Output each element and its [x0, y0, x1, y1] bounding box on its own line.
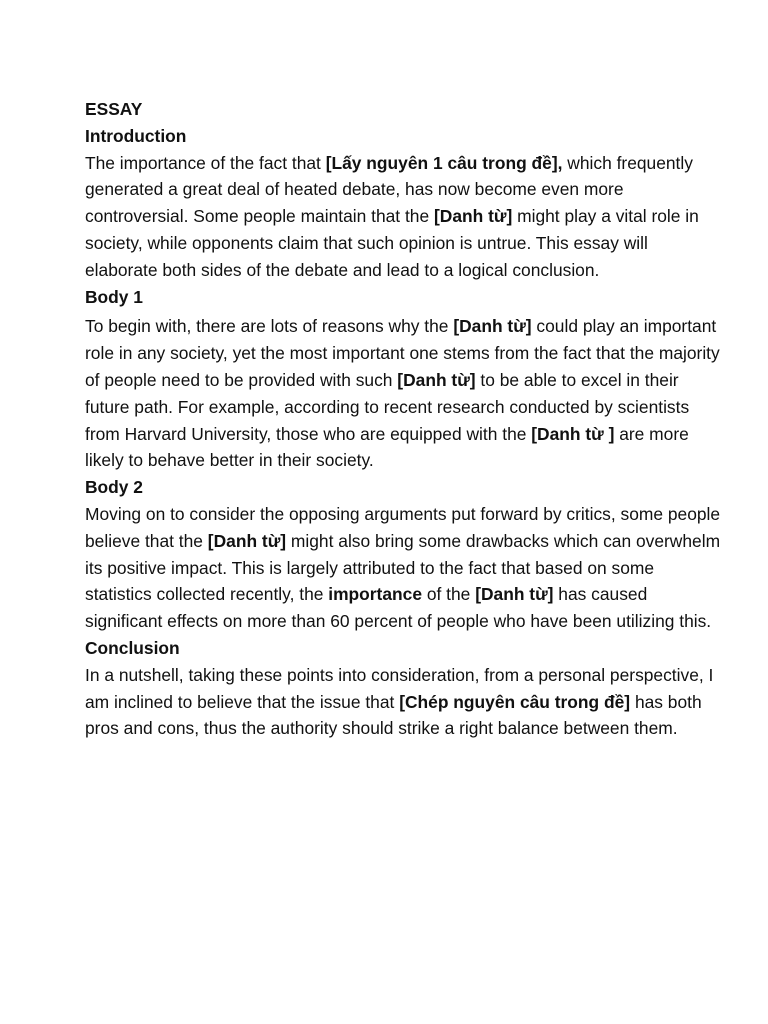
section-body-2	[85, 474, 725, 635]
section-heading-conclusion: Conclusion	[85, 637, 180, 658]
placeholder-text: [Lấy nguyên 1 câu trong đề],	[325, 152, 563, 173]
paragraph-introduction	[85, 150, 725, 284]
placeholder-text: [Danh từ]	[475, 584, 554, 605]
essay-page	[85, 96, 725, 742]
text-run: The importance of the fact that	[85, 152, 326, 173]
paragraph-body-2	[85, 501, 725, 635]
text-run: To begin with, there are lots of reasons why the	[85, 316, 454, 337]
section-body-1	[85, 284, 725, 475]
text-run: has both pros and cons, thus the authority should strike a right balance between them.	[85, 691, 702, 739]
emphasis-text: importance	[328, 584, 422, 605]
placeholder-text: [Danh từ ]	[531, 423, 615, 444]
placeholder-text: [Danh từ]	[397, 369, 476, 390]
essay-title: ESSAY	[85, 99, 143, 119]
paragraph-body-1	[85, 313, 725, 474]
text-run: has caused significant effects on more than 60 percent of people who have been utilizing this.	[85, 584, 712, 632]
placeholder-text: [Danh từ]	[453, 316, 532, 337]
text-run: might play a vital role in society, while opponents claim that such opinion is untrue. This essay will elaborate both sides of the debate and lead to a logical conclusion.	[85, 206, 699, 280]
text-run: are more likely to behave better in their society.	[85, 423, 689, 471]
section-introduction	[85, 123, 725, 284]
text-run: Moving on to consider the opposing arguments put forward by critics, some people believe that the	[85, 503, 721, 551]
section-heading-introduction: Introduction	[85, 125, 187, 146]
text-run: could play an important role in any society, yet the most important one stems from the fact that the majority of people need to be provided with such	[85, 316, 720, 390]
placeholder-text: [Danh từ]	[207, 530, 287, 551]
text-run: which frequently generated a great deal of heated debate, has now become even more controversial. Some people maintain that the	[85, 152, 693, 227]
section-heading-body-2: Body 2	[85, 477, 143, 498]
paragraph-conclusion	[85, 662, 725, 742]
text-run: In a nutshell, taking these points into consideration, from a personal perspective, I am inclined to believe that the issue that	[85, 664, 714, 712]
text-run: to be able to excel in their future path. For example, according to recent research conducted by scientists from Harvard University, those who are equipped with the	[85, 369, 690, 444]
placeholder-text: [Danh từ]	[433, 206, 513, 227]
section-heading-body-1: Body 1	[85, 286, 143, 307]
placeholder-text: [Chép nguyên câu trong đề]	[399, 691, 631, 712]
text-run: of the	[422, 584, 476, 605]
text-run: might also bring some drawbacks which can overwhelm its positive impact. This is largely attributed to the fact that based on some statistics collected recently, the	[85, 530, 721, 605]
section-conclusion	[85, 635, 725, 742]
